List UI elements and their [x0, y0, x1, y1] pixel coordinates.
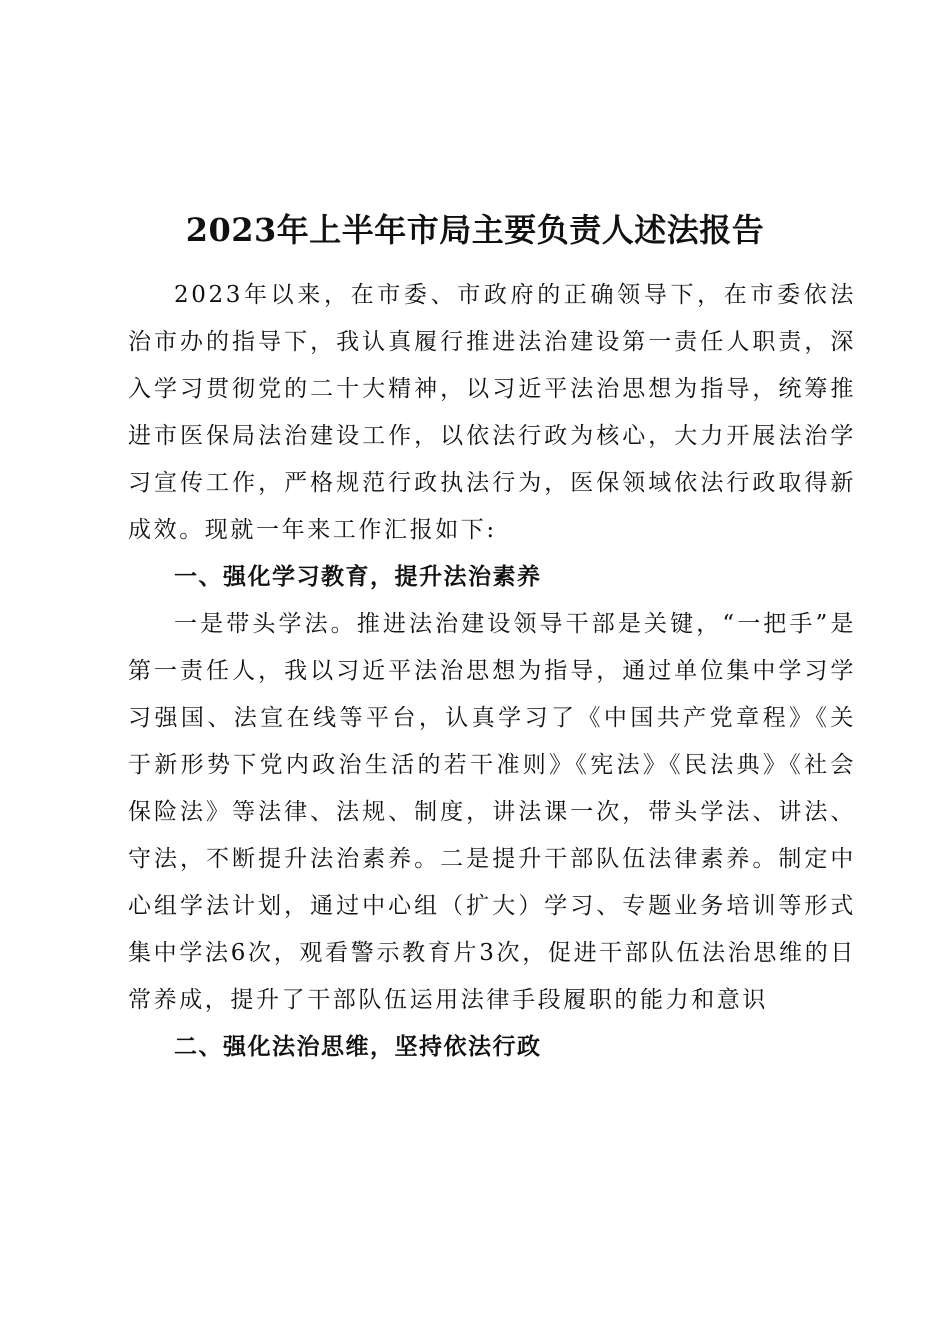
document-title: 2023年上半年市局主要负责人述法报告: [185, 211, 765, 249]
section-1-paragraph: 一是带头学法。推进法治建设领导干部是关键，“一把手”是第一责任人，我以习近平法治思想为指导，通过单位集中学习学习强国、法宣在线等平台，认真学习了《中国共产党章程》《关于新形势下党内政治生活的若干准则》《宪法》《民法典》《社会保险法》等法律、法规、制度，讲法课一次，带头学法、讲法、守法，不断提升法治素养。二是提升干部队伍法律素养。制定中心组学法计划，通过中心组（扩大）学习、专题业务培训等形式集中学法6次，观看警示教育片3次，促进干部队伍法治思维的日常养成，提升了干部队伍运用法律手段履职的能力和意识: [128, 611, 856, 1013]
document-body: [128, 272, 856, 1071]
intro-paragraph: 2023年以来，在市委、市政府的正确领导下，在市委依法治市办的指导下，我认真履行推进法治建设第一责任人职责，深入学习贯彻党的二十大精神，以习近平法治思想为指导，统筹推进市医保局法治建设工作，以依法行政为核心，大力开展法治学习宣传工作，严格规范行政执法行为，医保领域依法行政取得新成效。现就一年来工作汇报如下:: [128, 282, 856, 543]
section-1-heading: 一、强化学习教育，提升法治素养: [174, 564, 542, 590]
section-2-heading: 二、强化法治思维，坚持依法行政: [174, 1034, 542, 1060]
